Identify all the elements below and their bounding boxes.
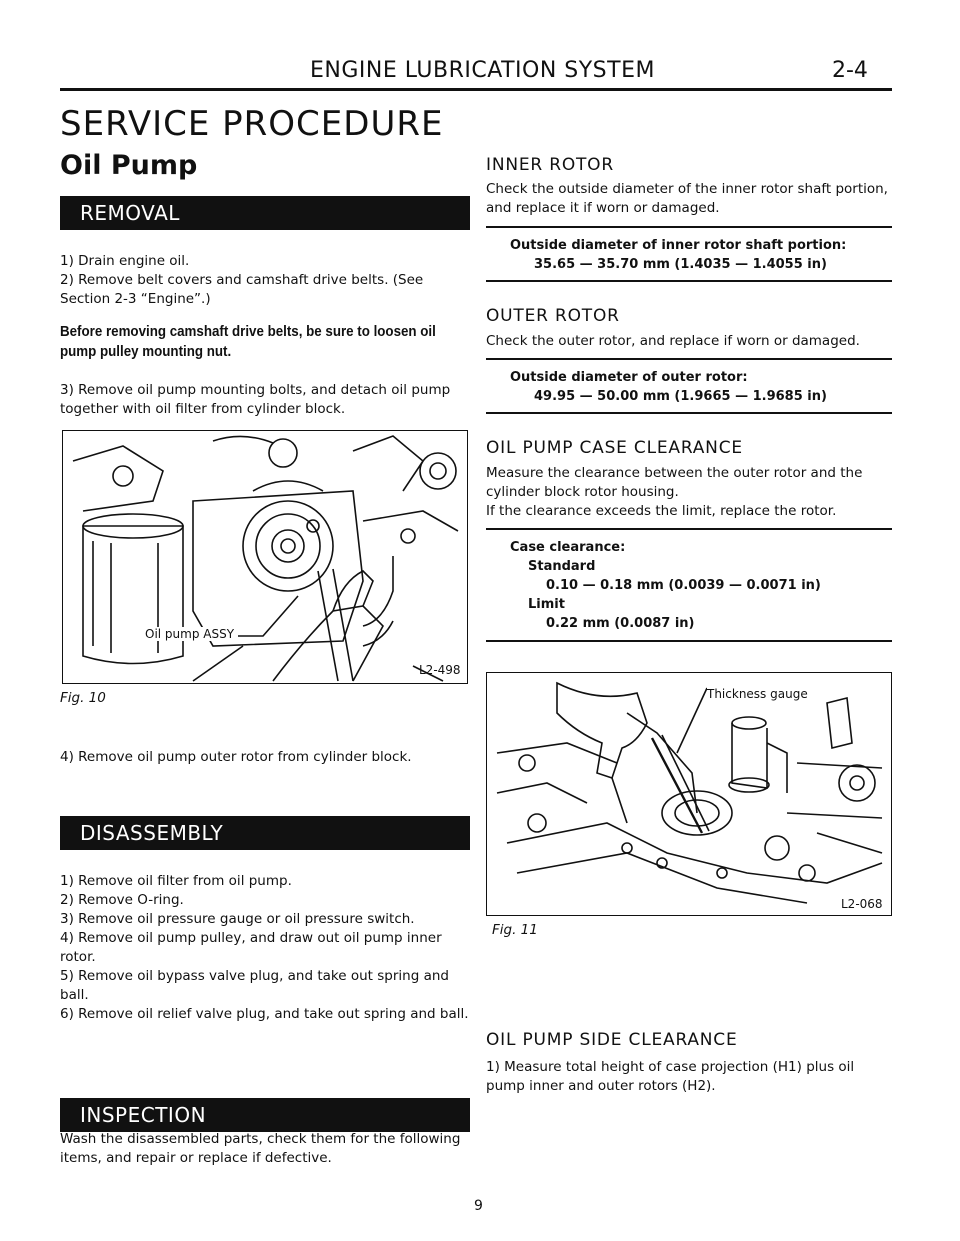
outer-rotor-rule-bottom <box>486 412 892 414</box>
figure-oil-pump <box>62 430 468 684</box>
figure-code: L2-498 <box>419 663 461 677</box>
running-header-title: ENGINE LUBRICATION SYSTEM <box>310 58 655 83</box>
section-number: 2-4 <box>832 58 868 83</box>
inner-rotor-heading: INNER ROTOR <box>486 155 614 175</box>
disassembly-step-2: 2) Remove O-ring. <box>60 892 184 908</box>
figure-code-11: L2-068 <box>841 897 883 911</box>
figure-callout-thickness-gauge: Thickness gauge <box>707 687 808 701</box>
figure-thickness-gauge <box>486 672 892 916</box>
oil-pump-illustration <box>63 431 467 683</box>
inspection-text: Wash the disassembled parts, check them for the following items, and repair or replace if defective. <box>60 1131 461 1166</box>
inner-rotor-spec-value: 35.65 — 35.70 mm (1.4035 — 1.4055 in) <box>534 257 827 272</box>
standard-value: 0.10 — 0.18 mm (0.0039 — 0.0071 in) <box>546 578 821 593</box>
removal-step-1: 1) Drain engine oil. <box>60 253 190 269</box>
case-clearance-text-1: Measure the clearance between the outer rotor and the cylinder block rotor housing. <box>486 465 863 500</box>
disassembly-step-4: 4) Remove oil pump pulley, and draw out oil pump inner rotor. <box>60 930 442 965</box>
disassembly-step-1: 1) Remove oil filter from oil pump. <box>60 873 292 889</box>
removal-step-2: 2) Remove belt covers and camshaft drive belts. (See Section 2-3 “Engine”.) <box>60 272 424 307</box>
case-clearance-spec-label: Case clearance: <box>510 540 626 555</box>
case-clearance-rule-bottom <box>486 640 892 642</box>
disassembly-step-6: 6) Remove oil relief valve plug, and take out spring and ball. <box>60 1006 469 1022</box>
subtitle: Oil Pump <box>60 150 198 181</box>
disassembly-step-5: 5) Remove oil bypass valve plug, and take out spring and ball. <box>60 968 449 1003</box>
outer-rotor-text: Check the outer rotor, and replace if worn or damaged. <box>486 333 860 349</box>
inner-rotor-text: Check the outside diameter of the inner rotor shaft portion, and replace it if worn or damaged. <box>486 181 888 216</box>
side-clearance-heading: OIL PUMP SIDE CLEARANCE <box>486 1030 738 1050</box>
case-clearance-rule-top <box>486 528 892 530</box>
outer-rotor-spec-label: Outside diameter of outer rotor: <box>510 370 748 385</box>
header-rule <box>60 88 892 91</box>
disassembly-step-3: 3) Remove oil pressure gauge or oil pressure switch. <box>60 911 415 927</box>
removal-step-3: 3) Remove oil pump mounting bolts, and detach oil pump together with oil filter from cylinder block. <box>60 382 451 417</box>
case-clearance-text-2: If the clearance exceeds the limit, replace the rotor. <box>486 503 837 519</box>
limit-value: 0.22 mm (0.0087 in) <box>546 616 695 631</box>
removal-band: REMOVAL <box>60 196 470 230</box>
inner-rotor-rule-top <box>486 226 892 228</box>
side-clearance-text: 1) Measure total height of case projection (H1) plus oil pump inner and outer rotors (H2). <box>486 1059 855 1094</box>
page-number: 9 <box>474 1198 483 1214</box>
figure-caption-11: Fig. 11 <box>492 922 538 938</box>
figure-callout-oil-pump: Oil pump ASSY <box>145 627 235 641</box>
inner-rotor-spec-label: Outside diameter of inner rotor shaft portion: <box>510 238 847 253</box>
removal-caution: Before removing camshaft drive belts, be sure to loosen oil pump pulley mounting nut. <box>60 324 436 360</box>
inspection-band: INSPECTION <box>60 1098 470 1132</box>
thickness-gauge-illustration <box>487 673 891 915</box>
outer-rotor-spec-value: 49.95 — 50.00 mm (1.9665 — 1.9685 in) <box>534 389 827 404</box>
standard-label: Standard <box>528 559 596 574</box>
inner-rotor-rule-bottom <box>486 280 892 282</box>
limit-label: Limit <box>528 597 565 612</box>
outer-rotor-rule-top <box>486 358 892 360</box>
page-title: SERVICE PROCEDURE <box>60 104 444 144</box>
outer-rotor-heading: OUTER ROTOR <box>486 306 620 326</box>
disassembly-band: DISASSEMBLY <box>60 816 470 850</box>
figure-caption-10: Fig. 10 <box>60 690 106 706</box>
case-clearance-heading: OIL PUMP CASE CLEARANCE <box>486 438 743 458</box>
removal-step-4: 4) Remove oil pump outer rotor from cylinder block. <box>60 749 412 765</box>
